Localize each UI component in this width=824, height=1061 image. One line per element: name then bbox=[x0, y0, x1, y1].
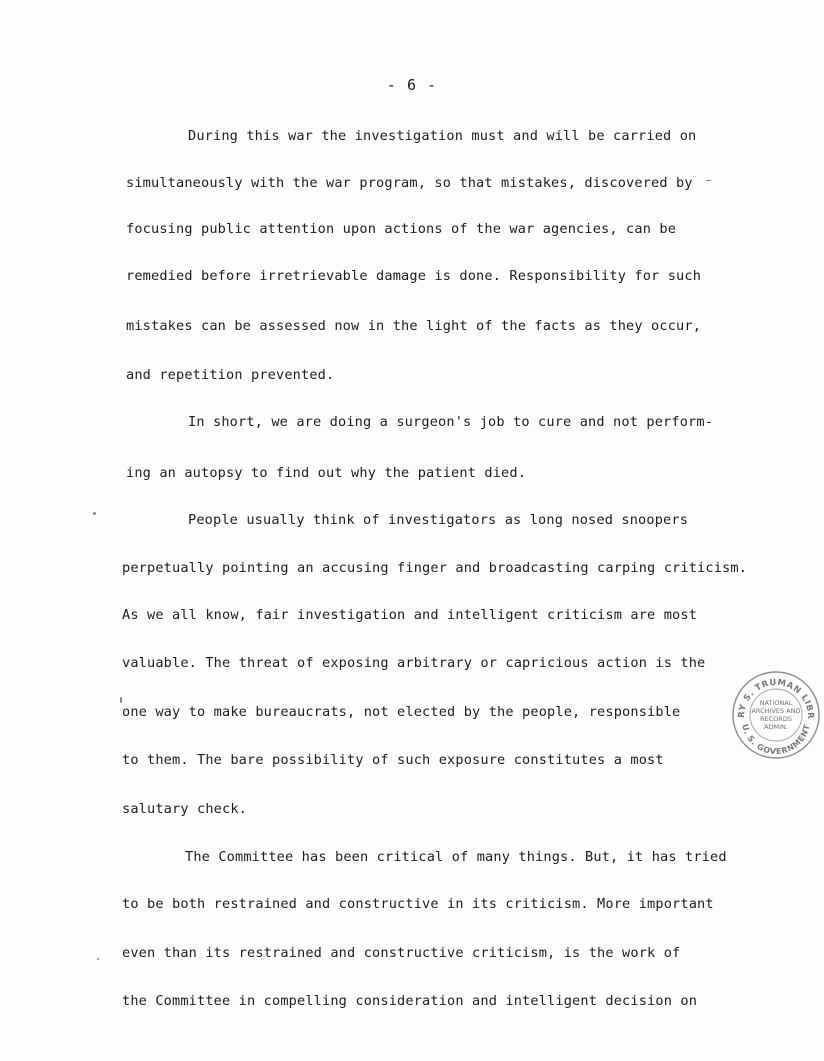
text-line: mistakes can be assessed now in the light of the facts as they occur, bbox=[126, 318, 702, 334]
text-line: As we all know, fair investigation and intelligent criticism are most bbox=[122, 607, 698, 623]
text-line: the Committee in compelling consideration and intelligent decision on bbox=[122, 993, 698, 1009]
stamp-center-line: ADMIN. bbox=[764, 723, 788, 731]
library-stamp bbox=[731, 670, 821, 760]
text-line: to be both restrained and constructive in its criticism. More important bbox=[122, 896, 714, 912]
stamp-center-line: NATIONAL bbox=[759, 699, 793, 707]
text-line: even than its restrained and constructive criticism, is the work of bbox=[122, 945, 681, 961]
text-line: and repetition prevented. bbox=[126, 367, 335, 383]
scan-speck bbox=[93, 512, 96, 515]
text-line: remedied before irretrievable damage is done. Responsibility for such bbox=[126, 268, 702, 284]
text-line: The Committee has been critical of many things. But, it has tried bbox=[185, 849, 727, 865]
scan-speck bbox=[120, 697, 122, 703]
scan-speck bbox=[706, 180, 711, 181]
text-line: In short, we are doing a surgeon's job to cure and not perform- bbox=[188, 414, 714, 430]
scan-speck bbox=[97, 958, 99, 960]
stamp-center-line: RECORDS bbox=[760, 715, 792, 723]
stamp-bottom-text: U. S. GOVERNMENT bbox=[740, 723, 812, 757]
text-line: perpetually pointing an accusing finger and broadcasting carping criticism. bbox=[122, 560, 748, 576]
stamp-center-line: ARCHIVES AND bbox=[751, 707, 801, 715]
page-number: - 6 - bbox=[386, 76, 438, 94]
text-line: to them. The bare possibility of such exposure constitutes a most bbox=[122, 752, 664, 768]
stamp-top-text: RY S. TRUMAN LIBR bbox=[736, 677, 816, 720]
text-line: ing an autopsy to find out why the patient died. bbox=[126, 465, 527, 481]
text-line: People usually think of investigators as long nosed snoopers bbox=[188, 512, 689, 528]
text-line: simultaneously with the war program, so that mistakes, discovered by bbox=[126, 175, 693, 191]
text-line: one way to make bureaucrats, not elected by the people, responsible bbox=[122, 704, 681, 720]
text-line: focusing public attention upon actions of the war agencies, can be bbox=[126, 221, 677, 237]
text-line: During this war the investigation must and will be carried on bbox=[188, 128, 697, 144]
text-line: valuable. The threat of exposing arbitrary or capricious action is the bbox=[122, 655, 706, 671]
text-line: salutary check. bbox=[122, 801, 248, 817]
